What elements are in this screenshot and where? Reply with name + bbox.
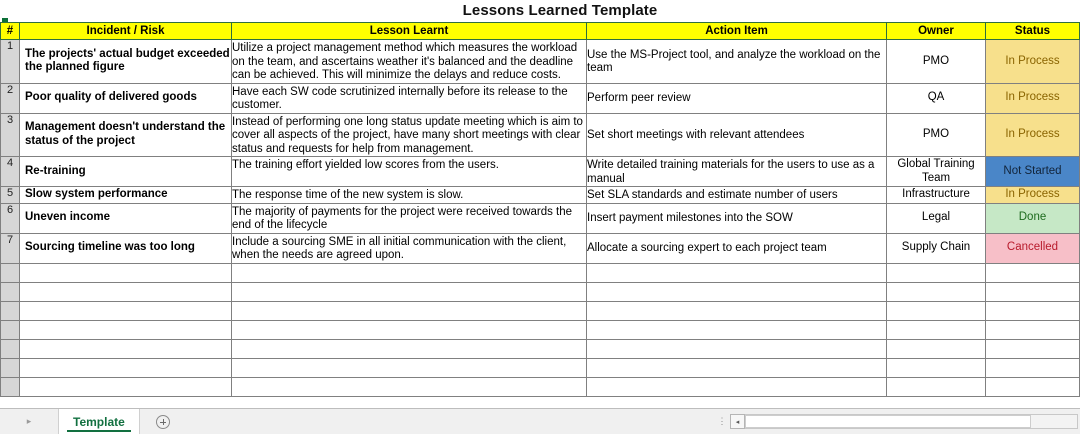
table-row[interactable] [1, 83, 1080, 113]
empty-cell[interactable] [587, 320, 887, 339]
status-cell[interactable]: Done [986, 203, 1080, 233]
column-header-lesson[interactable]: Lesson Learnt [232, 23, 587, 40]
row-number-cell[interactable]: 6 [1, 203, 20, 233]
lesson-cell[interactable]: The response time of the new system is slow. [232, 187, 587, 204]
empty-cell[interactable] [587, 282, 887, 301]
column-header-owner[interactable]: Owner [887, 23, 986, 40]
row-number-cell[interactable] [1, 320, 20, 339]
status-cell[interactable]: In Process [986, 40, 1080, 84]
empty-row[interactable] [1, 263, 1080, 282]
empty-row[interactable] [1, 282, 1080, 301]
empty-cell[interactable] [587, 263, 887, 282]
action-cell[interactable]: Perform peer review [587, 83, 887, 113]
column-header-status[interactable]: Status [986, 23, 1080, 40]
table-row[interactable] [1, 233, 1080, 263]
empty-cell[interactable] [20, 320, 232, 339]
empty-cell[interactable] [887, 263, 986, 282]
owner-cell[interactable]: PMO [887, 40, 986, 84]
empty-cell[interactable] [887, 282, 986, 301]
empty-cell[interactable] [20, 282, 232, 301]
sheet-nav-prev-button[interactable] [0, 409, 58, 434]
owner-cell[interactable]: Global Training Team [887, 157, 986, 187]
empty-cell[interactable] [986, 263, 1080, 282]
empty-cell[interactable] [20, 263, 232, 282]
triangle-right-icon: ▸ [26, 416, 32, 426]
status-cell[interactable]: In Process [986, 187, 1080, 204]
incident-cell[interactable]: Management doesn't understand the status of the project [20, 113, 232, 157]
empty-cell[interactable] [232, 301, 587, 320]
empty-cell[interactable] [986, 282, 1080, 301]
row-number-cell[interactable]: 3 [1, 113, 20, 157]
scroll-thumb[interactable] [745, 415, 1031, 428]
empty-cell[interactable] [232, 320, 587, 339]
grid-area[interactable] [0, 22, 1080, 408]
action-cell[interactable]: Write detailed training materials for the users to use as a manual [587, 157, 887, 187]
empty-cell[interactable] [887, 377, 986, 396]
owner-cell[interactable]: Infrastructure [887, 187, 986, 204]
empty-cell[interactable] [887, 358, 986, 377]
empty-cell[interactable] [887, 301, 986, 320]
incident-cell[interactable]: Re-training [20, 157, 232, 187]
empty-cell[interactable] [986, 358, 1080, 377]
empty-cell[interactable] [232, 263, 587, 282]
table-row[interactable] [1, 203, 1080, 233]
row-number-cell[interactable] [1, 301, 20, 320]
empty-cell[interactable] [587, 377, 887, 396]
empty-cell[interactable] [232, 339, 587, 358]
lesson-cell[interactable]: Utilize a project management method which measures the workload on the team, and ascertains weather it's balanced and the deadline can be achieved. This will minimize the delays and reduce costs. [232, 40, 587, 84]
table-body [1, 40, 1080, 397]
incident-cell[interactable]: Slow system performance [20, 187, 232, 204]
action-cell[interactable]: Insert payment milestones into the SOW [587, 203, 887, 233]
incident-cell[interactable]: Sourcing timeline was too long [20, 233, 232, 263]
row-number-cell[interactable]: 1 [1, 40, 20, 84]
table-header-row [1, 23, 1080, 40]
scroll-left-button[interactable] [730, 414, 745, 429]
empty-cell[interactable] [587, 339, 887, 358]
table-row[interactable] [1, 40, 1080, 84]
scroll-track[interactable] [745, 414, 1078, 429]
row-number-cell[interactable] [1, 339, 20, 358]
row-number-cell[interactable]: 7 [1, 233, 20, 263]
lesson-cell[interactable]: Have each SW code scrutinized internally before its release to the customer. [232, 83, 587, 113]
row-number-cell[interactable]: 2 [1, 83, 20, 113]
status-cell[interactable]: In Process [986, 113, 1080, 157]
plus-circle-icon [156, 415, 170, 429]
row-number-cell[interactable] [1, 282, 20, 301]
empty-cell[interactable] [232, 377, 587, 396]
sheet-tab-label: Template [73, 414, 125, 429]
action-cell[interactable]: Set SLA standards and estimate number of users [587, 187, 887, 204]
incident-cell[interactable]: The projects' actual budget exceeded the planned figure [20, 40, 232, 84]
column-header-number[interactable]: # [1, 23, 20, 40]
table-row[interactable] [1, 113, 1080, 157]
empty-cell[interactable] [20, 301, 232, 320]
empty-row[interactable] [1, 301, 1080, 320]
lesson-cell[interactable]: The majority of payments for the project were received towards the end of the lifecycle [232, 203, 587, 233]
lesson-cell[interactable]: The training effort yielded low scores from the users. [232, 157, 587, 187]
status-cell[interactable]: In Process [986, 83, 1080, 113]
vertical-dots-icon[interactable]: ⋮ [717, 416, 727, 426]
empty-cell[interactable] [986, 301, 1080, 320]
sheet-title-bar [0, 0, 1080, 22]
row-number-cell[interactable]: 5 [1, 187, 20, 204]
action-cell[interactable]: Allocate a sourcing expert to each project team [587, 233, 887, 263]
empty-cell[interactable] [887, 339, 986, 358]
incident-cell[interactable]: Uneven income [20, 203, 232, 233]
row-number-cell[interactable] [1, 263, 20, 282]
empty-cell[interactable] [986, 339, 1080, 358]
column-header-action[interactable]: Action Item [587, 23, 887, 40]
empty-cell[interactable] [20, 377, 232, 396]
empty-cell[interactable] [887, 320, 986, 339]
page-title: Lessons Learned Template [462, 2, 658, 19]
lesson-cell[interactable]: Instead of performing one long status update meeting which is aim to cover all aspects of the project, have many short meetings with clear status and requests for help from management. [232, 113, 587, 157]
empty-row[interactable] [1, 339, 1080, 358]
action-cell[interactable]: Use the MS-Project tool, and analyze the workload on the team [587, 40, 887, 84]
sheet-bar-spacer [186, 409, 714, 434]
status-cell[interactable]: Cancelled [986, 233, 1080, 263]
add-sheet-button[interactable] [140, 409, 186, 434]
horizontal-scrollbar[interactable] [730, 409, 1080, 434]
empty-row[interactable] [1, 358, 1080, 377]
empty-cell[interactable] [20, 358, 232, 377]
sheet-tab-bar [0, 408, 1080, 434]
empty-cell[interactable] [232, 282, 587, 301]
column-header-incident[interactable]: Incident / Risk [20, 23, 232, 40]
status-cell[interactable]: Not Started [986, 157, 1080, 187]
owner-cell[interactable]: PMO [887, 113, 986, 157]
table-row[interactable] [1, 157, 1080, 187]
row-number-cell[interactable] [1, 377, 20, 396]
empty-cell[interactable] [232, 358, 587, 377]
lessons-learned-table [0, 22, 1080, 397]
empty-cell[interactable] [986, 320, 1080, 339]
action-cell[interactable]: Set short meetings with relevant attendees [587, 113, 887, 157]
owner-cell[interactable]: Supply Chain [887, 233, 986, 263]
row-number-cell[interactable]: 4 [1, 157, 20, 187]
lesson-cell[interactable]: Include a sourcing SME in all initial communication with the client, when the needs are agreed upon. [232, 233, 587, 263]
empty-cell[interactable] [587, 358, 887, 377]
owner-cell[interactable]: QA [887, 83, 986, 113]
empty-cell[interactable] [986, 377, 1080, 396]
row-number-cell[interactable] [1, 358, 20, 377]
sheet-tab-template[interactable] [58, 409, 140, 434]
empty-cell[interactable] [20, 339, 232, 358]
empty-row[interactable] [1, 377, 1080, 396]
incident-cell[interactable]: Poor quality of delivered goods [20, 83, 232, 113]
empty-row[interactable] [1, 320, 1080, 339]
table-row[interactable] [1, 187, 1080, 204]
triangle-left-icon: ◂ [735, 418, 740, 426]
owner-cell[interactable]: Legal [887, 203, 986, 233]
empty-cell[interactable] [587, 301, 887, 320]
